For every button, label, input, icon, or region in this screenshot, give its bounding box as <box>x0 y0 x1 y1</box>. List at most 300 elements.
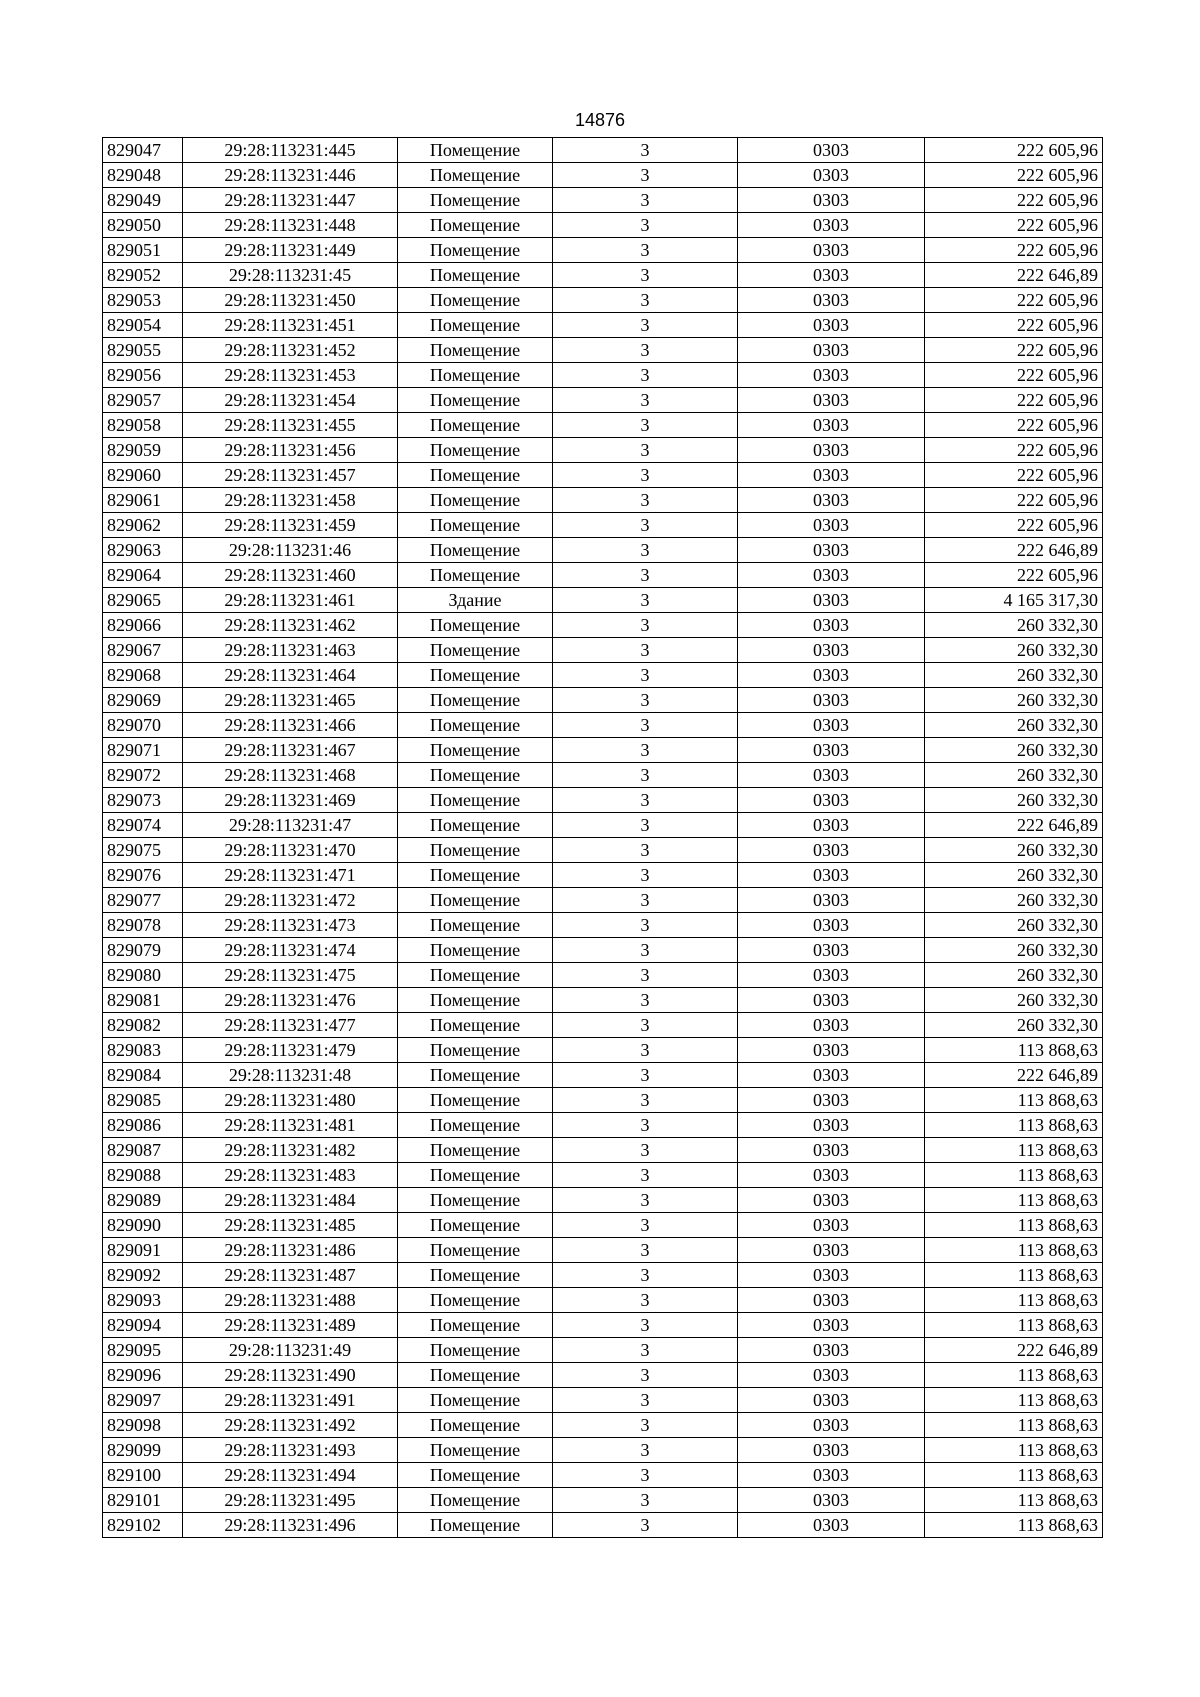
object-type-cell: Помещение <box>398 413 553 438</box>
code-cell: 0303 <box>738 213 925 238</box>
cadastral-number-cell: 29:28:113231:445 <box>183 138 398 163</box>
code-cell: 0303 <box>738 488 925 513</box>
cadastral-value-cell: 260 332,30 <box>925 788 1103 813</box>
record-number-cell: 829063 <box>103 538 183 563</box>
table-row <box>103 738 1103 763</box>
table-row <box>103 1088 1103 1113</box>
record-number-cell: 829052 <box>103 263 183 288</box>
group-number-cell: 3 <box>553 613 738 638</box>
object-type-cell: Помещение <box>398 163 553 188</box>
cadastral-number-cell: 29:28:113231:457 <box>183 463 398 488</box>
group-number-cell: 3 <box>553 588 738 613</box>
cadastral-value-cell: 113 868,63 <box>925 1413 1103 1438</box>
cadastral-value-cell: 222 605,96 <box>925 338 1103 363</box>
cadastral-value-cell: 260 332,30 <box>925 1013 1103 1038</box>
table-row <box>103 1113 1103 1138</box>
object-type-cell: Помещение <box>398 1313 553 1338</box>
code-cell: 0303 <box>738 563 925 588</box>
group-number-cell: 3 <box>553 713 738 738</box>
table-row <box>103 1488 1103 1513</box>
cadastral-number-cell: 29:28:113231:472 <box>183 888 398 913</box>
table-row <box>103 288 1103 313</box>
cadastral-value-cell: 222 646,89 <box>925 813 1103 838</box>
cadastral-value-cell: 113 868,63 <box>925 1163 1103 1188</box>
record-number-cell: 829070 <box>103 713 183 738</box>
table-row <box>103 863 1103 888</box>
table-row <box>103 1263 1103 1288</box>
cadastral-value-cell: 113 868,63 <box>925 1313 1103 1338</box>
table-row <box>103 688 1103 713</box>
cadastral-value-cell: 113 868,63 <box>925 1388 1103 1413</box>
object-type-cell: Помещение <box>398 1038 553 1063</box>
code-cell: 0303 <box>738 1163 925 1188</box>
table-row <box>103 713 1103 738</box>
cadastral-number-cell: 29:28:113231:46 <box>183 538 398 563</box>
record-number-cell: 829082 <box>103 1013 183 1038</box>
group-number-cell: 3 <box>553 1288 738 1313</box>
cadastral-number-cell: 29:28:113231:482 <box>183 1138 398 1163</box>
cadastral-value-cell: 260 332,30 <box>925 713 1103 738</box>
record-number-cell: 829067 <box>103 638 183 663</box>
group-number-cell: 3 <box>553 1263 738 1288</box>
cadastral-number-cell: 29:28:113231:462 <box>183 613 398 638</box>
object-type-cell: Помещение <box>398 1088 553 1113</box>
record-number-cell: 829059 <box>103 438 183 463</box>
group-number-cell: 3 <box>553 213 738 238</box>
record-number-cell: 829074 <box>103 813 183 838</box>
code-cell: 0303 <box>738 1413 925 1438</box>
record-number-cell: 829054 <box>103 313 183 338</box>
code-cell: 0303 <box>738 863 925 888</box>
cadastral-value-cell: 260 332,30 <box>925 913 1103 938</box>
cadastral-value-cell: 222 646,89 <box>925 538 1103 563</box>
group-number-cell: 3 <box>553 913 738 938</box>
cadastral-number-cell: 29:28:113231:461 <box>183 588 398 613</box>
record-number-cell: 829087 <box>103 1138 183 1163</box>
cadastral-value-cell: 260 332,30 <box>925 738 1103 763</box>
group-number-cell: 3 <box>553 1338 738 1363</box>
object-type-cell: Помещение <box>398 438 553 463</box>
code-cell: 0303 <box>738 338 925 363</box>
cadastral-value-cell: 113 868,63 <box>925 1038 1103 1063</box>
cadastral-number-cell: 29:28:113231:453 <box>183 363 398 388</box>
record-number-cell: 829102 <box>103 1513 183 1538</box>
code-cell: 0303 <box>738 1238 925 1263</box>
cadastral-number-cell: 29:28:113231:451 <box>183 313 398 338</box>
cadastral-value-cell: 113 868,63 <box>925 1138 1103 1163</box>
record-number-cell: 829100 <box>103 1463 183 1488</box>
code-cell: 0303 <box>738 138 925 163</box>
table-row <box>103 238 1103 263</box>
cadastral-value-cell: 222 646,89 <box>925 263 1103 288</box>
object-type-cell: Помещение <box>398 1363 553 1388</box>
cadastral-value-cell: 222 605,96 <box>925 188 1103 213</box>
group-number-cell: 3 <box>553 1013 738 1038</box>
table-row <box>103 563 1103 588</box>
object-type-cell: Помещение <box>398 188 553 213</box>
object-type-cell: Помещение <box>398 1438 553 1463</box>
table-row <box>103 913 1103 938</box>
object-type-cell: Помещение <box>398 1213 553 1238</box>
cadastral-value-cell: 113 868,63 <box>925 1213 1103 1238</box>
cadastral-number-cell: 29:28:113231:458 <box>183 488 398 513</box>
table-row <box>103 638 1103 663</box>
cadastral-number-cell: 29:28:113231:448 <box>183 213 398 238</box>
group-number-cell: 3 <box>553 638 738 663</box>
table-row <box>103 988 1103 1013</box>
group-number-cell: 3 <box>553 738 738 763</box>
table-row <box>103 1438 1103 1463</box>
group-number-cell: 3 <box>553 338 738 363</box>
code-cell: 0303 <box>738 413 925 438</box>
record-number-cell: 829086 <box>103 1113 183 1138</box>
code-cell: 0303 <box>738 888 925 913</box>
code-cell: 0303 <box>738 663 925 688</box>
table-row <box>103 1338 1103 1363</box>
record-number-cell: 829056 <box>103 363 183 388</box>
code-cell: 0303 <box>738 1263 925 1288</box>
record-number-cell: 829050 <box>103 213 183 238</box>
table-row <box>103 1313 1103 1338</box>
group-number-cell: 3 <box>553 188 738 213</box>
record-number-cell: 829068 <box>103 663 183 688</box>
record-number-cell: 829095 <box>103 1338 183 1363</box>
cadastral-number-cell: 29:28:113231:460 <box>183 563 398 588</box>
code-cell: 0303 <box>738 838 925 863</box>
table-row <box>103 1063 1103 1088</box>
record-number-cell: 829091 <box>103 1238 183 1263</box>
object-type-cell: Помещение <box>398 1138 553 1163</box>
cadastral-number-cell: 29:28:113231:450 <box>183 288 398 313</box>
table-row <box>103 388 1103 413</box>
object-type-cell: Помещение <box>398 238 553 263</box>
table-row <box>103 888 1103 913</box>
group-number-cell: 3 <box>553 1438 738 1463</box>
cadastral-value-cell: 113 868,63 <box>925 1363 1103 1388</box>
group-number-cell: 3 <box>553 1163 738 1188</box>
code-cell: 0303 <box>738 238 925 263</box>
group-number-cell: 3 <box>553 538 738 563</box>
table-row <box>103 613 1103 638</box>
object-type-cell: Помещение <box>398 1188 553 1213</box>
group-number-cell: 3 <box>553 838 738 863</box>
record-number-cell: 829065 <box>103 588 183 613</box>
group-number-cell: 3 <box>553 1313 738 1338</box>
object-type-cell: Помещение <box>398 1388 553 1413</box>
group-number-cell: 3 <box>553 788 738 813</box>
table-row <box>103 1138 1103 1163</box>
cadastral-number-cell: 29:28:113231:471 <box>183 863 398 888</box>
page-number: 14876 <box>574 110 626 130</box>
table-row <box>103 1038 1103 1063</box>
table-row <box>103 838 1103 863</box>
table-row <box>103 1288 1103 1313</box>
table-row <box>103 1013 1103 1038</box>
cadastral-value-cell: 260 332,30 <box>925 663 1103 688</box>
cadastral-number-cell: 29:28:113231:468 <box>183 763 398 788</box>
object-type-cell: Помещение <box>398 388 553 413</box>
record-number-cell: 829047 <box>103 138 183 163</box>
cadastral-number-cell: 29:28:113231:494 <box>183 1463 398 1488</box>
cadastral-number-cell: 29:28:113231:474 <box>183 938 398 963</box>
table-row <box>103 763 1103 788</box>
group-number-cell: 3 <box>553 1038 738 1063</box>
code-cell: 0303 <box>738 613 925 638</box>
registry-table-body <box>103 138 1103 1538</box>
table-row <box>103 213 1103 238</box>
record-number-cell: 829101 <box>103 1488 183 1513</box>
group-number-cell: 3 <box>553 1513 738 1538</box>
code-cell: 0303 <box>738 963 925 988</box>
code-cell: 0303 <box>738 513 925 538</box>
record-number-cell: 829055 <box>103 338 183 363</box>
cadastral-value-cell: 222 646,89 <box>925 1063 1103 1088</box>
group-number-cell: 3 <box>553 1238 738 1263</box>
cadastral-number-cell: 29:28:113231:496 <box>183 1513 398 1538</box>
cadastral-value-cell: 260 332,30 <box>925 688 1103 713</box>
object-type-cell: Помещение <box>398 463 553 488</box>
table-row <box>103 1188 1103 1213</box>
record-number-cell: 829061 <box>103 488 183 513</box>
record-number-cell: 829096 <box>103 1363 183 1388</box>
code-cell: 0303 <box>738 588 925 613</box>
cadastral-value-cell: 113 868,63 <box>925 1513 1103 1538</box>
object-type-cell: Помещение <box>398 1288 553 1313</box>
group-number-cell: 3 <box>553 863 738 888</box>
table-row <box>103 1363 1103 1388</box>
cadastral-number-cell: 29:28:113231:464 <box>183 663 398 688</box>
table-row <box>103 1413 1103 1438</box>
table-row <box>103 1213 1103 1238</box>
code-cell: 0303 <box>738 1088 925 1113</box>
record-number-cell: 829076 <box>103 863 183 888</box>
record-number-cell: 829088 <box>103 1163 183 1188</box>
group-number-cell: 3 <box>553 1213 738 1238</box>
cadastral-number-cell: 29:28:113231:47 <box>183 813 398 838</box>
cadastral-value-cell: 113 868,63 <box>925 1188 1103 1213</box>
table-row <box>103 663 1103 688</box>
cadastral-value-cell: 222 605,96 <box>925 463 1103 488</box>
object-type-cell: Помещение <box>398 1463 553 1488</box>
record-number-cell: 829085 <box>103 1088 183 1113</box>
table-row <box>103 163 1103 188</box>
code-cell: 0303 <box>738 1388 925 1413</box>
code-cell: 0303 <box>738 788 925 813</box>
record-number-cell: 829073 <box>103 788 183 813</box>
group-number-cell: 3 <box>553 1363 738 1388</box>
record-number-cell: 829058 <box>103 413 183 438</box>
code-cell: 0303 <box>738 163 925 188</box>
object-type-cell: Помещение <box>398 313 553 338</box>
record-number-cell: 829083 <box>103 1038 183 1063</box>
group-number-cell: 3 <box>553 163 738 188</box>
record-number-cell: 829098 <box>103 1413 183 1438</box>
cadastral-number-cell: 29:28:113231:470 <box>183 838 398 863</box>
group-number-cell: 3 <box>553 1488 738 1513</box>
record-number-cell: 829060 <box>103 463 183 488</box>
code-cell: 0303 <box>738 713 925 738</box>
object-type-cell: Помещение <box>398 788 553 813</box>
group-number-cell: 3 <box>553 1413 738 1438</box>
group-number-cell: 3 <box>553 288 738 313</box>
object-type-cell: Помещение <box>398 888 553 913</box>
code-cell: 0303 <box>738 288 925 313</box>
group-number-cell: 3 <box>553 1063 738 1088</box>
group-number-cell: 3 <box>553 1463 738 1488</box>
object-type-cell: Помещение <box>398 813 553 838</box>
record-number-cell: 829097 <box>103 1388 183 1413</box>
group-number-cell: 3 <box>553 763 738 788</box>
cadastral-number-cell: 29:28:113231:480 <box>183 1088 398 1113</box>
code-cell: 0303 <box>738 1313 925 1338</box>
cadastral-value-cell: 4 165 317,30 <box>925 588 1103 613</box>
cadastral-value-cell: 222 605,96 <box>925 313 1103 338</box>
object-type-cell: Помещение <box>398 1113 553 1138</box>
table-row <box>103 938 1103 963</box>
record-number-cell: 829092 <box>103 1263 183 1288</box>
group-number-cell: 3 <box>553 363 738 388</box>
cadastral-value-cell: 260 332,30 <box>925 938 1103 963</box>
cadastral-number-cell: 29:28:113231:488 <box>183 1288 398 1313</box>
cadastral-value-cell: 222 605,96 <box>925 438 1103 463</box>
cadastral-number-cell: 29:28:113231:49 <box>183 1338 398 1363</box>
code-cell: 0303 <box>738 913 925 938</box>
cadastral-number-cell: 29:28:113231:495 <box>183 1488 398 1513</box>
code-cell: 0303 <box>738 1288 925 1313</box>
code-cell: 0303 <box>738 1363 925 1388</box>
object-type-cell: Помещение <box>398 1513 553 1538</box>
cadastral-value-cell: 113 868,63 <box>925 1263 1103 1288</box>
cadastral-value-cell: 113 868,63 <box>925 1238 1103 1263</box>
table-row <box>103 1463 1103 1488</box>
object-type-cell: Помещение <box>398 1063 553 1088</box>
cadastral-number-cell: 29:28:113231:466 <box>183 713 398 738</box>
group-number-cell: 3 <box>553 513 738 538</box>
record-number-cell: 829079 <box>103 938 183 963</box>
cadastral-value-cell: 260 332,30 <box>925 838 1103 863</box>
table-row <box>103 338 1103 363</box>
cadastral-value-cell: 260 332,30 <box>925 963 1103 988</box>
group-number-cell: 3 <box>553 388 738 413</box>
object-type-cell: Помещение <box>398 138 553 163</box>
table-row <box>103 1163 1103 1188</box>
code-cell: 0303 <box>738 1138 925 1163</box>
cadastral-number-cell: 29:28:113231:467 <box>183 738 398 763</box>
code-cell: 0303 <box>738 763 925 788</box>
code-cell: 0303 <box>738 938 925 963</box>
cadastral-number-cell: 29:28:113231:476 <box>183 988 398 1013</box>
table-row <box>103 963 1103 988</box>
record-number-cell: 829081 <box>103 988 183 1013</box>
object-type-cell: Помещение <box>398 1488 553 1513</box>
code-cell: 0303 <box>738 1013 925 1038</box>
cadastral-number-cell: 29:28:113231:492 <box>183 1413 398 1438</box>
code-cell: 0303 <box>738 363 925 388</box>
object-type-cell: Помещение <box>398 963 553 988</box>
record-number-cell: 829084 <box>103 1063 183 1088</box>
record-number-cell: 829093 <box>103 1288 183 1313</box>
object-type-cell: Помещение <box>398 988 553 1013</box>
table-row <box>103 313 1103 338</box>
object-type-cell: Помещение <box>398 1413 553 1438</box>
table-row <box>103 188 1103 213</box>
code-cell: 0303 <box>738 1213 925 1238</box>
cadastral-number-cell: 29:28:113231:479 <box>183 1038 398 1063</box>
cadastral-number-cell: 29:28:113231:48 <box>183 1063 398 1088</box>
cadastral-value-cell: 260 332,30 <box>925 863 1103 888</box>
table-row <box>103 463 1103 488</box>
object-type-cell: Помещение <box>398 488 553 513</box>
code-cell: 0303 <box>738 188 925 213</box>
table-row <box>103 488 1103 513</box>
group-number-cell: 3 <box>553 463 738 488</box>
cadastral-number-cell: 29:28:113231:456 <box>183 438 398 463</box>
object-type-cell: Помещение <box>398 663 553 688</box>
cadastral-value-cell: 222 605,96 <box>925 488 1103 513</box>
group-number-cell: 3 <box>553 413 738 438</box>
object-type-cell: Помещение <box>398 713 553 738</box>
cadastral-number-cell: 29:28:113231:481 <box>183 1113 398 1138</box>
code-cell: 0303 <box>738 1463 925 1488</box>
object-type-cell: Помещение <box>398 1238 553 1263</box>
code-cell: 0303 <box>738 313 925 338</box>
cadastral-number-cell: 29:28:113231:485 <box>183 1213 398 1238</box>
code-cell: 0303 <box>738 463 925 488</box>
cadastral-value-cell: 222 646,89 <box>925 1338 1103 1363</box>
cadastral-value-cell: 222 605,96 <box>925 288 1103 313</box>
group-number-cell: 3 <box>553 238 738 263</box>
record-number-cell: 829051 <box>103 238 183 263</box>
cadastral-number-cell: 29:28:113231:465 <box>183 688 398 713</box>
record-number-cell: 829053 <box>103 288 183 313</box>
cadastral-number-cell: 29:28:113231:493 <box>183 1438 398 1463</box>
registry-table <box>102 137 1103 1538</box>
code-cell: 0303 <box>738 988 925 1013</box>
cadastral-number-cell: 29:28:113231:484 <box>183 1188 398 1213</box>
record-number-cell: 829078 <box>103 913 183 938</box>
cadastral-value-cell: 222 605,96 <box>925 513 1103 538</box>
cadastral-value-cell: 113 868,63 <box>925 1463 1103 1488</box>
code-cell: 0303 <box>738 688 925 713</box>
object-type-cell: Помещение <box>398 538 553 563</box>
cadastral-number-cell: 29:28:113231:447 <box>183 188 398 213</box>
code-cell: 0303 <box>738 1113 925 1138</box>
cadastral-value-cell: 113 868,63 <box>925 1088 1103 1113</box>
table-row <box>103 813 1103 838</box>
cadastral-value-cell: 113 868,63 <box>925 1438 1103 1463</box>
cadastral-value-cell: 222 605,96 <box>925 363 1103 388</box>
cadastral-value-cell: 113 868,63 <box>925 1488 1103 1513</box>
code-cell: 0303 <box>738 1513 925 1538</box>
group-number-cell: 3 <box>553 313 738 338</box>
record-number-cell: 829099 <box>103 1438 183 1463</box>
record-number-cell: 829066 <box>103 613 183 638</box>
cadastral-value-cell: 260 332,30 <box>925 638 1103 663</box>
code-cell: 0303 <box>738 1188 925 1213</box>
cadastral-value-cell: 222 605,96 <box>925 138 1103 163</box>
group-number-cell: 3 <box>553 813 738 838</box>
cadastral-value-cell: 260 332,30 <box>925 888 1103 913</box>
code-cell: 0303 <box>738 813 925 838</box>
code-cell: 0303 <box>738 638 925 663</box>
table-row <box>103 363 1103 388</box>
object-type-cell: Здание <box>398 588 553 613</box>
cadastral-number-cell: 29:28:113231:483 <box>183 1163 398 1188</box>
cadastral-value-cell: 260 332,30 <box>925 988 1103 1013</box>
cadastral-number-cell: 29:28:113231:491 <box>183 1388 398 1413</box>
object-type-cell: Помещение <box>398 513 553 538</box>
group-number-cell: 3 <box>553 888 738 913</box>
